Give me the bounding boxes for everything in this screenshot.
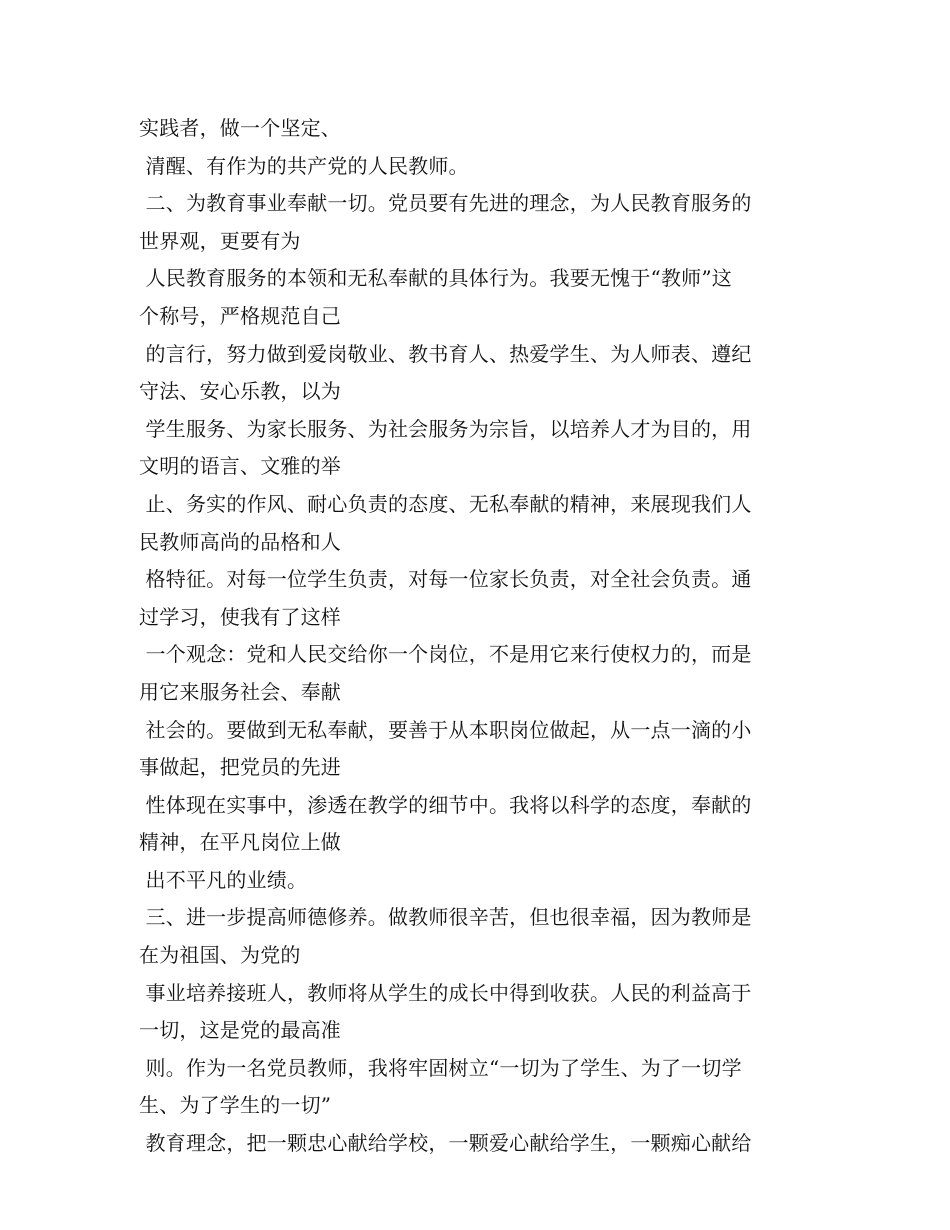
text-line: 一个观念：党和人民交给你一个岗位，不是用它来行使权力的，而是 <box>139 642 752 667</box>
text-line: 的言行，努力做到爱岗敬业、教书育人、热爱学生、为人师表、遵纪 <box>139 341 752 366</box>
text-line: 教育理念，把一颗忠心献给学校，一颗爱心献给学生，一颗痴心献给 <box>139 1131 752 1156</box>
text-line: 事业培养接班人，教师将从学生的成长中得到收获。人民的利益高于 <box>139 980 752 1005</box>
text-line: 学生服务、为家长服务、为社会服务为宗旨，以培养人才为目的，用 <box>139 416 752 441</box>
text-line: 二、为教育事业奉献一切。党员要有先进的理念，为人民教育服务的 <box>139 191 752 216</box>
text-line: 格特征。对每一位学生负责，对每一位家长负责，对全社会负责。通 <box>139 567 752 592</box>
text-line: 止、务实的作风、耐心负责的态度、无私奉献的精神，来展现我们人 <box>139 491 752 516</box>
text-line: 守法、安心乐教，以为 <box>139 379 341 404</box>
text-line: 实践者，做一个坚定、 <box>139 116 341 140</box>
text-line: 生、为了学生的一切” <box>139 1093 332 1118</box>
text-line: 个称号，严格规范自己 <box>139 303 341 328</box>
text-line: 文明的语言、文雅的举 <box>139 454 341 479</box>
text-line: 则。作为一名党员教师，我将牢固树立“一切为了学生、为了一切学 <box>139 1055 742 1080</box>
text-line: 用它来服务社会、奉献 <box>139 679 341 704</box>
text-line: 过学习，使我有了这样 <box>139 604 341 629</box>
text-line: 三、进一步提高师德修养。做教师很辛苦，但也很幸福，因为教师是 <box>139 905 752 930</box>
text-line: 在为祖国、为党的 <box>139 943 301 968</box>
text-line: 一切，这是党的最高准 <box>139 1018 341 1043</box>
text-line: 民教师高尚的品格和人 <box>139 529 341 554</box>
text-line: 事做起，把党员的先进 <box>139 755 341 780</box>
text-line: 出不平凡的业绩。 <box>139 867 308 892</box>
document-body <box>139 110 819 1163</box>
text-line: 性体现在实事中，渗透在教学的细节中。我将以科学的态度，奉献的 <box>139 792 752 817</box>
text-line: 世界观，更要有为 <box>139 228 301 253</box>
text-line: 精神，在平凡岗位上做 <box>139 830 341 855</box>
text-line: 人民教育服务的本领和无私奉献的具体行为。我要无愧于“教师”这 <box>139 266 733 291</box>
text-line: 社会的。要做到无私奉献，要善于从本职岗位做起，从一点一滴的小 <box>139 717 752 742</box>
text-line: 清醒、有作为的共产党的人民教师。 <box>139 153 469 178</box>
